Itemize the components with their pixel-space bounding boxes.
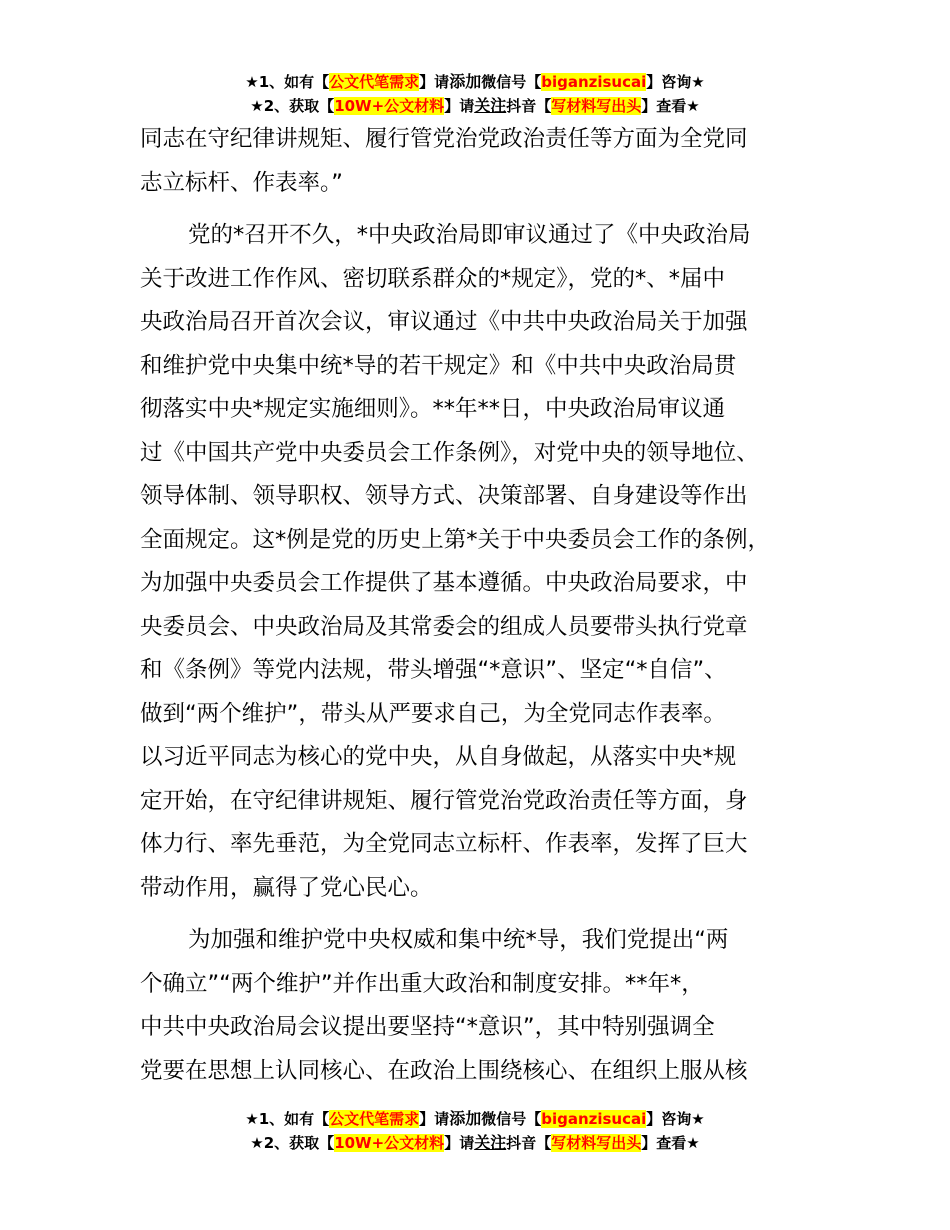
header-ad — [0, 70, 950, 118]
ad-highlight: 10W+公文材料 — [334, 97, 445, 115]
ad-emphasis: 关注 — [474, 96, 507, 115]
ad-text: 】查看★ — [641, 1134, 700, 1152]
ad-text: ★2、获取【 — [250, 97, 335, 115]
paragraph-line: 关于改进工作作风、密切联系群众的*规定》，党的*、*届中 — [140, 265, 726, 292]
header-ad-line-2 — [0, 94, 950, 118]
footer-ad — [0, 1107, 950, 1155]
paragraph-line: 央政治局召开首次会议，审议通过《中共中央政治局关于加强 — [140, 309, 748, 335]
ad-douyin-id: 写材料写出头 — [551, 1134, 642, 1152]
ad-text: 微信号【 — [481, 73, 542, 91]
paragraph-line: 彻落实中央*规定实施细则》。**年**日，中央政治局审议通 — [140, 396, 726, 422]
ad-text: ★2、获取【 — [250, 1134, 335, 1152]
paragraph-line: 中共中央政治局会议提出要坚持“*意识”，其中特别强调全 — [140, 1014, 715, 1040]
paragraph-line: 个确立”“两个维护”并作出重大政治和制度安排。**年*， — [140, 970, 704, 997]
ad-text: 抖音【 — [506, 1134, 552, 1152]
paragraph-line: 党要在思想上认同核心、在政治上围绕核心、在组织上服从核 — [140, 1057, 748, 1084]
ad-text: 】请 — [419, 73, 450, 91]
ad-wechat-id: biganzisucai — [541, 73, 647, 91]
paragraph-line: 做到“两个维护”，带头从严要求自己，为全党同志作表率。 — [140, 700, 726, 727]
paragraph-line: 和维护党中央集中统*导的若干规定》和《中共中央政治局贯 — [140, 352, 737, 379]
paragraph-line: 以习近平同志为核心的党中央，从自身做起，从落实中央*规 — [140, 744, 737, 770]
header-ad-line-1 — [0, 70, 950, 94]
ad-text: 】请 — [444, 1134, 475, 1152]
ad-text: 微信号【 — [481, 1110, 542, 1128]
document-body — [140, 118, 840, 1093]
paragraph-line: 和《条例》等党内法规，带头增强“*意识”、坚定“*自信”、 — [140, 657, 727, 683]
ad-highlight: 公文代笔需求 — [329, 73, 420, 91]
ad-emphasis: 添加 — [449, 72, 482, 91]
paragraph-line: 同志在守纪律讲规矩、履行管党治党政治责任等方面为全党同 — [140, 126, 748, 152]
ad-wechat-id: biganzisucai — [541, 1110, 647, 1128]
ad-text: 抖音【 — [506, 97, 552, 115]
paragraph-line: 体力行、率先垂范，为全党同志立标杆、作表率，发挥了巨大 — [140, 831, 748, 857]
footer-ad-line-2 — [0, 1131, 950, 1155]
ad-highlight: 公文代笔需求 — [329, 1110, 420, 1128]
ad-highlight: 10W+公文材料 — [334, 1134, 445, 1152]
ad-text: 】咨询★ — [646, 73, 705, 91]
ad-text: ★1、如有【 — [245, 73, 330, 91]
ad-text: ★1、如有【 — [245, 1110, 330, 1128]
paragraph-line: 全面规定。这*例是党的历史上第*关于中央委员会工作的条例， — [140, 526, 771, 553]
paragraph-line: 志立标杆、作表率。” — [140, 169, 343, 196]
paragraph-line: 为加强中央委员会工作提供了基本遵循。中央政治局要求，中 — [140, 570, 748, 596]
paragraph-line: 定开始，在守纪律讲规矩、履行管党治党政治责任等方面，身 — [140, 787, 748, 814]
ad-text: 】咨询★ — [646, 1110, 705, 1128]
ad-emphasis: 添加 — [449, 1109, 482, 1128]
paragraph-line: 央委员会、中央政治局及其常委会的组成人员要带头执行党章 — [140, 613, 748, 640]
paragraph-line: 领导体制、领导职权、领导方式、决策部署、自身建设等作出 — [140, 483, 748, 509]
ad-text: 】查看★ — [641, 97, 700, 115]
ad-text: 】请 — [419, 1110, 450, 1128]
ad-emphasis: 关注 — [474, 1133, 507, 1152]
ad-douyin-id: 写材料写出头 — [551, 97, 642, 115]
ad-text: 】请 — [444, 97, 475, 115]
footer-ad-line-1 — [0, 1107, 950, 1131]
paragraph-line: 为加强和维护党中央权威和集中统*导，我们党提出“两 — [188, 927, 729, 953]
paragraph-line: 党的*召开不久，*中央政治局即审议通过了《中央政治局 — [188, 222, 751, 248]
paragraph-line: 带动作用，赢得了党心民心。 — [140, 874, 433, 901]
paragraph-line: 过《中国共产党中央委员会工作条例》，对党中央的领导地位、 — [140, 439, 759, 466]
